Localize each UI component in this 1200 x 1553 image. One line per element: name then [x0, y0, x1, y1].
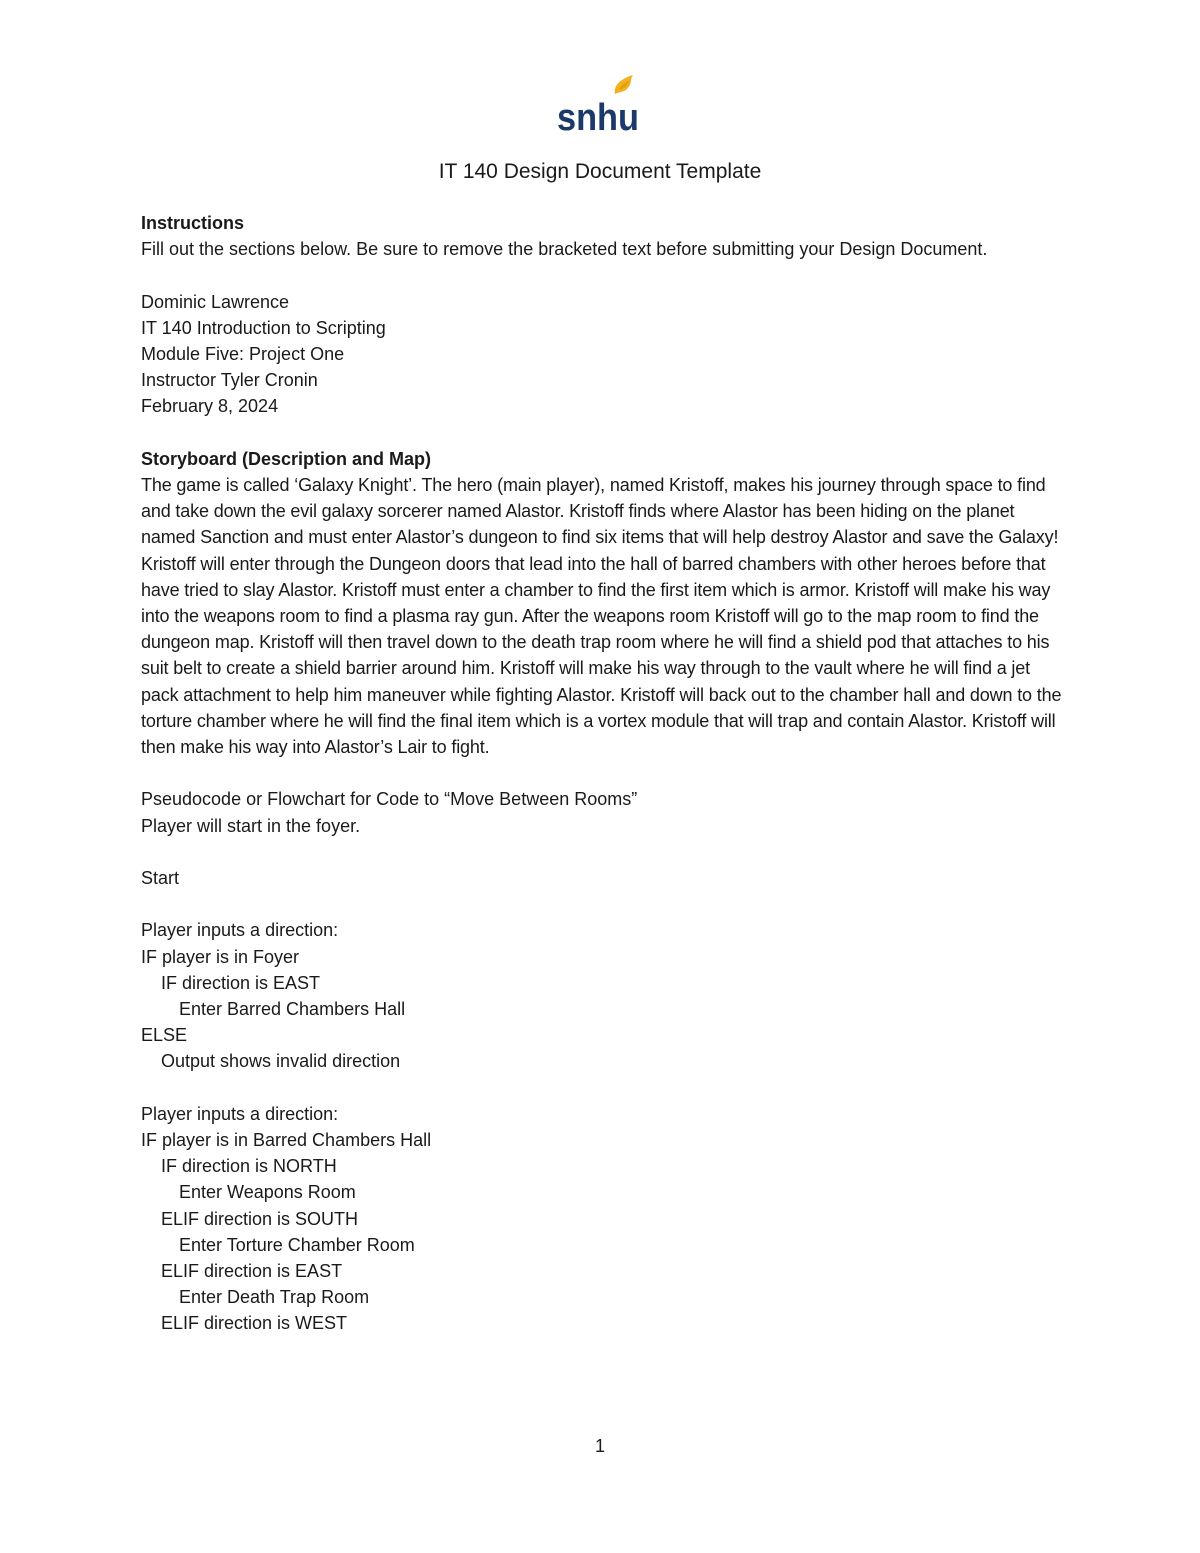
code-line: Player inputs a direction:: [141, 920, 339, 941]
course-name: IT 140 Introduction to Scripting: [141, 317, 386, 338]
code-line: Enter Torture Chamber Room: [179, 1234, 415, 1255]
code-line: IF player is in Barred Chambers Hall: [141, 1130, 432, 1151]
code-line: IF direction is NORTH: [161, 1156, 337, 1177]
storyboard-text: The game is called ‘Galaxy Knight’. The hero (main player), named Kristoff, makes his journey through space to find and take down the evil galaxy sorcerer named Alastor. Kristoff finds where Alastor has been hiding on the planet named Sanction and must enter Alastor’s dungeon to find six items that will help destroy Alastor and save the Galaxy! Kristoff will enter through the Dungeon doors that lead into the hall of barred chambers with other heroes before that have tried to slay Alastor. Kristoff must enter a chamber to find the first item which is armor. Kristoff will make his way into the weapons room to find a plasma ray gun. After the weapons room Kristoff will go to the map room to find the dungeon map. Kristoff will then travel down to the death trap room where he will find a shield pod that attaches to his suit belt to create a shield barrier around him. Kristoff will make his way through to the vault where he will find a jet pack attachment to help him maneuver while fighting Alastor. Kristoff will back out to the chamber hall and down to the torture chamber where he will find the final item which is a vortex module that will trap and contain Alastor. Kristoff will then make his way into Alastor’s Lair to fight.: [141, 475, 1062, 758]
pseudocode-start: Start: [141, 868, 180, 889]
pseudocode-intro: Player will start in the foyer.: [141, 815, 361, 836]
spacer: [141, 1075, 1071, 1101]
document-body: [141, 210, 1071, 1337]
snhu-logo: [553, 70, 643, 134]
code-line: Enter Weapons Room: [179, 1182, 356, 1203]
spacer: [141, 420, 1071, 446]
spacer: [141, 262, 1071, 288]
author-name: Dominic Lawrence: [141, 291, 290, 312]
logo-wordmark: snhu: [557, 97, 639, 134]
code-line: Player inputs a direction:: [141, 1103, 339, 1124]
document-date: February 8, 2024: [141, 396, 279, 417]
page-title: IT 140 Design Document Template: [438, 160, 762, 183]
spacer: [141, 839, 1071, 865]
module-name: Module Five: Project One: [141, 344, 345, 364]
code-line: Enter Barred Chambers Hall: [179, 999, 406, 1020]
code-line: Enter Death Trap Room: [179, 1287, 370, 1308]
spacer: [141, 891, 1071, 917]
code-line: ELIF direction is WEST: [161, 1313, 348, 1334]
spacer: [141, 760, 1071, 786]
code-line: IF direction is EAST: [161, 972, 321, 993]
page-number: 1: [594, 1436, 605, 1456]
snhu-logo-graphic: [553, 70, 643, 134]
instructions-heading: Instructions: [141, 213, 245, 233]
code-line: ELIF direction is SOUTH: [161, 1208, 359, 1229]
code-line: Output shows invalid direction: [161, 1051, 401, 1072]
flame-icon: [615, 75, 633, 94]
storyboard-heading: Storyboard (Description and Map): [141, 448, 432, 469]
code-line: IF player is in Foyer: [141, 946, 300, 967]
code-line: ELIF direction is EAST: [161, 1261, 343, 1282]
code-line: ELSE: [141, 1025, 188, 1046]
instructions-text: Fill out the sections below. Be sure to remove the bracketed text before submitting your Design Document.: [141, 239, 988, 260]
pseudocode-heading: Pseudocode or Flowchart for Code to “Move Between Rooms”: [141, 789, 638, 810]
instructor-name: Instructor Tyler Cronin: [141, 370, 318, 391]
